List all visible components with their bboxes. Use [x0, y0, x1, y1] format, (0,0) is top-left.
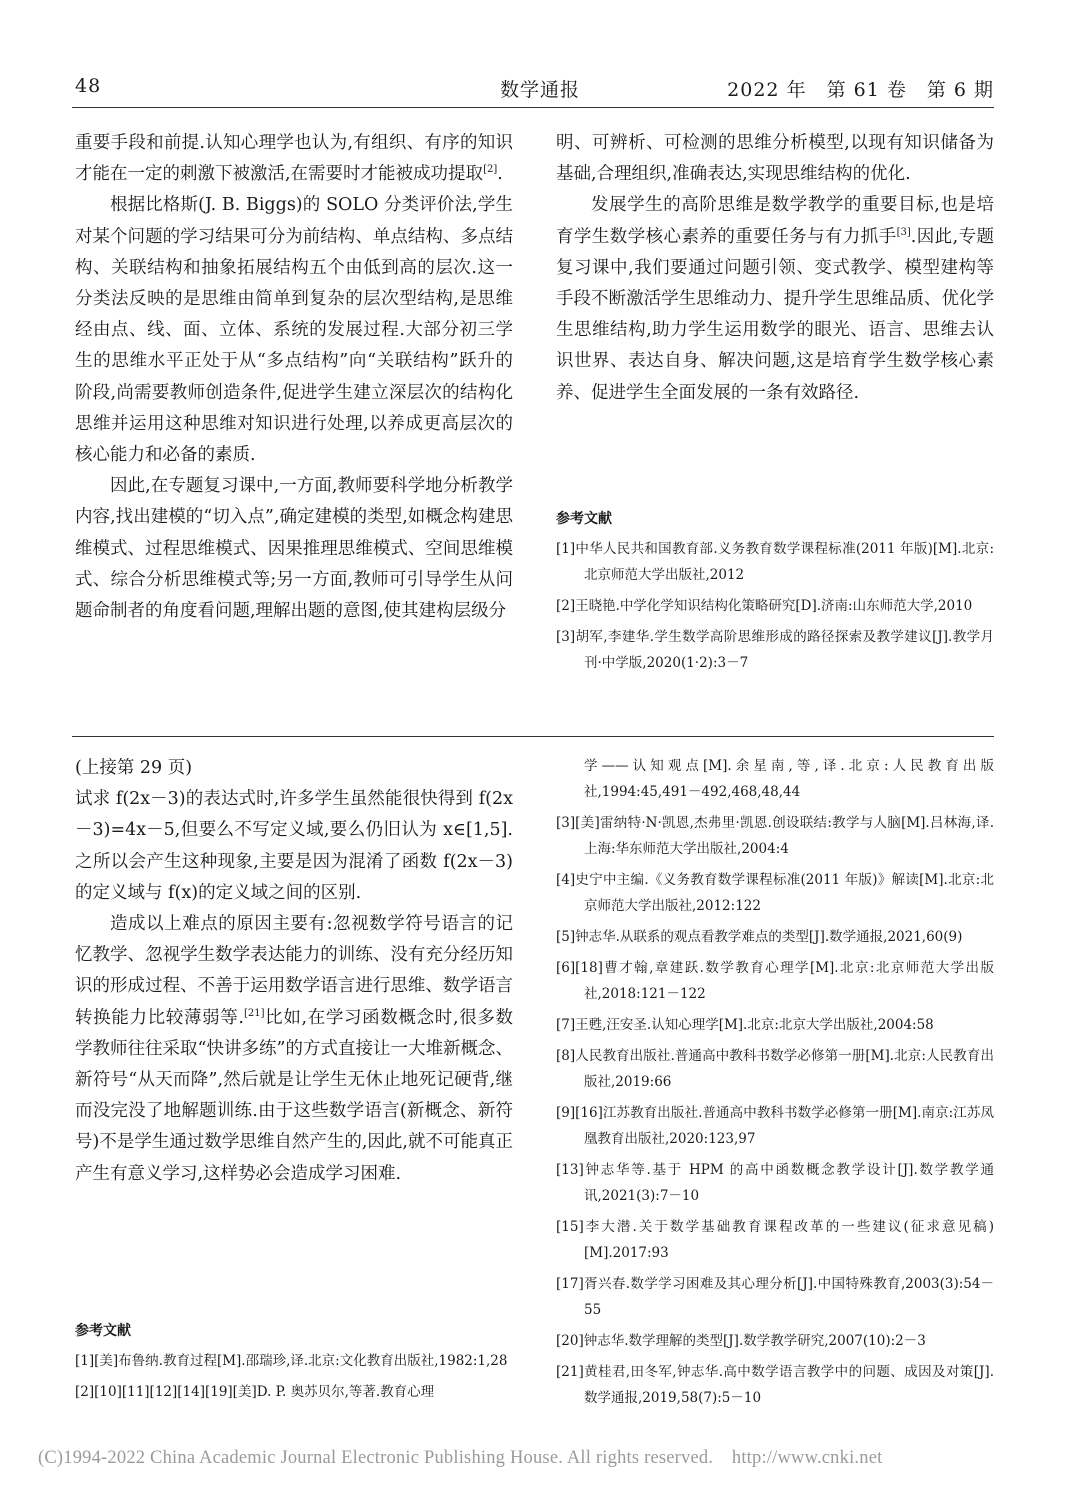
issue-info: 2022 年 第 61 卷 第 6 期 — [727, 79, 994, 101]
reference-list — [75, 1348, 513, 1405]
reference-item: [9][16]江苏教育出版社.普通高中教科书数学必修第一册[M].南京:江苏凤凰教育出版社,2020:123,97 — [556, 1105, 994, 1147]
reference-item: [3][美]雷纳特·N·凯恩,杰弗里·凯恩.创设联结:教学与人脑[M].吕林海,译.上海:华东师范大学出版社,2004:4 — [556, 815, 994, 857]
paragraph — [75, 909, 513, 1190]
paragraph-text: 明、可辨析、可检测的思维分析模型,以现有知识储备为基础,合理组织,准确表达,实现思维结构的优化. — [556, 133, 994, 185]
top-left-column — [75, 128, 513, 627]
paragraph — [75, 190, 513, 471]
paragraph-text: . — [497, 164, 503, 185]
paragraph-text: 发展学生的高阶思维是数学教学的重要目标,也是培育学生数学核心素养的重要任务与有力抓手 — [556, 195, 994, 247]
reference-item: [1][美]布鲁纳.教育过程[M].邵瑞珍,译.北京:文化教育出版社,1982:1,28 — [75, 1353, 508, 1369]
copyright-footer: (C)1994-2022 China Academic Journal Electronic Publishing House. All rights reserved. http://www.cnki.net — [38, 1448, 883, 1468]
bottom-left-column — [75, 753, 513, 1190]
citation-marker: [3] — [896, 226, 911, 238]
reference-item: [4]史宁中主编.《义务教育数学课程标准(2011 年版)》解读[M].北京:北京师范大学出版社,2012:122 — [556, 872, 994, 914]
reference-item: [21]黄桂君,田冬军,钟志华.高中数学语言教学中的问题、成因及对策[J].数学通报,2019,58(7):5－10 — [556, 1364, 994, 1406]
citation-marker: [2] — [483, 164, 498, 176]
references-title: 参考文献 — [75, 1323, 131, 1339]
bottom-left-references — [75, 1320, 513, 1410]
reference-item: [2][10][11][12][14][19][美]D. P. 奥苏贝尔,等著.教育心理 — [75, 1384, 435, 1400]
continued-note: (上接第 29 页) — [75, 758, 193, 778]
reference-item: [13]钟志华等.基于 HPM 的高中函数概念教学设计[J].数学教学通讯,2021(3):7－10 — [556, 1162, 994, 1204]
reference-item: 学——认知观点[M].余星南,等,译.北京:人民教育出版社,1994:45,491－492,468,48,44 — [584, 758, 994, 800]
paragraph-text: .因此,专题复习课中,我们要通过问题引领、变式教学、模型建构等手段不断激活学生思维动力、提升学生思维品质、优化学生思维结构,助力学生运用数学的眼光、语言、思维去认识世界、表达自身、解决问题,这是培育学生数学核心素养、促进学生全面发展的一条有效路径. — [556, 226, 994, 403]
paragraph-text: 根据比格斯(J. B. Biggs)的 SOLO 分类评价法,学生对某个问题的学习结果可分为前结构、单点结构、多点结构、关联结构和抽象拓展结构五个由低到高的层次.这一分类法反映的是思维由简单到复杂的层次型结构,是思维经由点、线、面、立体、系统的发展过程.大部分初三学生的思维水平正处于从“多点结构”向“关联结构”跃升的阶段,尚需要教师创造条件,促进学生建立深层次的结构化思维并运用这种思维对知识进行处理,以养成更高层次的核心能力和必备的素质. — [75, 195, 513, 466]
reference-item: [8]人民教育出版社.普通高中教科书数学必修第一册[M].北京:人民教育出版社,2019:66 — [556, 1048, 994, 1090]
section-divider — [72, 736, 994, 737]
reference-item: [3]胡军,李建华.学生数学高阶思维形成的路径探索及教学建议[J].教学月刊·中学版,2020(1·2):3－7 — [556, 629, 994, 671]
reference-item: [1]中华人民共和国教育部.义务教育数学课程标准(2011 年版)[M].北京:北京师范大学出版社,2012 — [556, 541, 994, 583]
paragraph — [556, 190, 994, 408]
reference-list — [556, 536, 994, 676]
paragraph-text: 造成以上难点的原因主要有:忽视数学符号语言的记忆教学、忽视学生数学表达能力的训练、没有充分经历知识的形成过程、不善于运用数学语言进行思维、数学语言转换能力比较薄弱等. — [75, 914, 513, 1028]
reference-item: [20]钟志华.数学理解的类型[J].数学教学研究,2007(10):2－3 — [556, 1333, 926, 1349]
reference-item: [6][18]曹才翰,章建跃.数学教育心理学[M].北京:北京师范大学出版社,2018:121－122 — [556, 960, 994, 1002]
paragraph — [75, 784, 513, 909]
paragraph-text: 因此,在专题复习课中,一方面,教师要科学地分析教学内容,找出建模的“切入点”,确定建模的类型,如概念构建思维模式、过程思维模式、因果推理思维模式、空间思维模式、综合分析思维模式等;另一方面,教师可引导学生从问题命制者的角度看问题,理解出题的意图,使其建构层级分 — [75, 476, 513, 622]
header-rule — [72, 107, 994, 108]
paragraph — [75, 471, 513, 627]
page-number: 48 — [75, 75, 102, 97]
reference-item: [7]王甦,汪安圣.认知心理学[M].北京:北京大学出版社,2004:58 — [556, 1017, 934, 1033]
paragraph — [75, 128, 513, 190]
top-references — [556, 508, 994, 681]
references-title: 参考文献 — [556, 511, 612, 527]
paragraph-text: 比如,在学习函数概念时,很多数学教师往往采取“快讲多练”的方式直接让一大堆新概念、新符号“从天而降”,然后就是让学生无休止地死记硬背,继而没完没了地解题训练.由于这些数学语言(新概念、新符号)不是学生通过数学思维自然产生的,因此,就不可能真正产生有意义学习,这样势必会造成学习困难. — [75, 1007, 514, 1184]
reference-item: [5]钟志华.从联系的观点看教学难点的类型[J].数学通报,2021,60(9) — [556, 929, 963, 945]
top-right-column — [556, 128, 994, 409]
paragraph — [556, 128, 994, 190]
bottom-right-references — [556, 753, 994, 1416]
reference-list — [556, 753, 994, 1411]
paragraph-text: 重要手段和前提.认知心理学也认为,有组织、有序的知识才能在一定的刺激下被激活,在需要时才能被成功提取 — [75, 133, 513, 185]
citation-marker: [21] — [243, 1007, 265, 1019]
reference-item: [2]王晓艳.中学化学知识结构化策略研究[D].济南:山东师范大学,2010 — [556, 598, 973, 614]
reference-item: [17]胥兴春.数学学习困难及其心理分析[J].中国特殊教育,2003(3):54－55 — [556, 1276, 994, 1318]
journal-title: 数学通报 — [499, 79, 580, 101]
paragraph-text: 试求 f(2x－3)的表达式时,许多学生虽然能很快得到 f(2x－3)=4x－5,但要么不写定义域,要么仍旧认为 x∈[1,5].之所以会产生这种现象,主要是因为混淆了函数 f(2x－3)的定义域与 f(x)的定义域之间的区别. — [75, 789, 513, 903]
reference-item: [15]李大潜.关于数学基础教育课程改革的一些建议(征求意见稿)[M].2017:93 — [556, 1219, 994, 1261]
